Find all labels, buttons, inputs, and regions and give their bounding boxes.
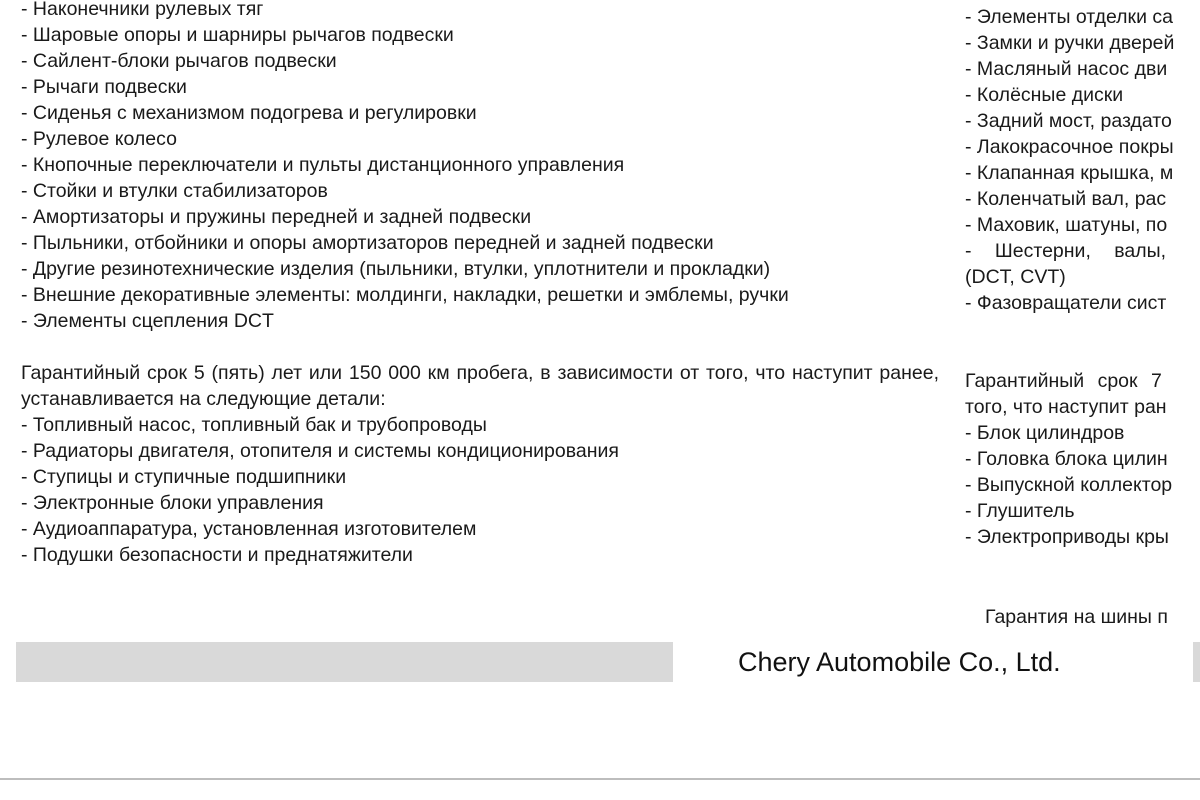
list-item: - Коленчатый вал, рас — [965, 188, 1167, 210]
right-column — [965, 4, 1200, 550]
page-divider — [0, 778, 1200, 780]
list-item: - Выпускной коллектор — [965, 474, 1173, 496]
list-item: - Ступицы и ступичные подшипники — [21, 466, 347, 488]
list-item-rubber: - Другие резинотехнические изделия (пыльники, втулки, уплотнители и прокладки) — [21, 258, 771, 280]
list-item: - Шаровые опоры и шарниры рычагов подвески — [21, 24, 454, 46]
list-item: - Амортизаторы и пружины передней и задней подвески — [21, 206, 532, 228]
list-item: - Сайлент-блоки рычагов подвески — [21, 50, 337, 72]
list-item-gears: - Шестерни, валы, — [965, 240, 1167, 262]
list-item: - Кнопочные переключатели и пульты дистанционного управления — [21, 154, 625, 176]
list-item: - Топливный насос, топливный бак и трубопроводы — [21, 414, 487, 436]
warranty-5-years-paragraph: Гарантийный срок 5 (пять) лет или 150 000 км пробега, в зависимости от того, что наступит ранее, устанавливается на следующие детали: — [21, 362, 939, 410]
list-item: - Элементы отделки са — [965, 6, 1173, 28]
list-item: - Сиденья с механизмом подогрева и регулировки — [21, 102, 477, 124]
list-item: - Головка блока цилин — [965, 448, 1168, 470]
list-item-decor: - Внешние декоративные элементы: молдинги, накладки, решетки и эмблемы, ручки — [21, 284, 789, 306]
paragraph-gap — [965, 316, 1200, 342]
list-item: - Задний мост, раздато — [965, 110, 1172, 132]
warranty-7-years-line1: Гарантийный срок 7 — [965, 370, 1162, 392]
list-item-phase: - Фазовращатели сист — [965, 292, 1167, 314]
paragraph-gap — [21, 334, 939, 360]
list-item: - Рычаги подвески — [21, 76, 187, 98]
list-item: - Радиаторы двигателя, отопителя и системы кондиционирования — [21, 440, 619, 462]
list-item: - Клапанная крышка, м — [965, 162, 1174, 184]
footer-bar-right — [1193, 642, 1200, 682]
paragraph-gap — [965, 342, 1200, 368]
list-item: - Электронные блоки управления — [21, 492, 324, 514]
list-item: - Аудиоаппаратура, установленная изготовителем — [21, 518, 477, 540]
list-item: - Стойки и втулки стабилизаторов — [21, 180, 328, 202]
list-item: - Лакокрасочное покры — [965, 136, 1174, 158]
left-column — [21, 0, 939, 568]
list-item: - Маховик, шатуны, по — [965, 214, 1168, 236]
list-item: - Наконечники рулевых тяг — [21, 0, 264, 20]
warranty-7-years-line2: того, что наступит ран — [965, 396, 1167, 418]
list-item: - Рулевое колесо — [21, 128, 177, 150]
tires-warranty-line: Гарантия на шины п — [985, 606, 1168, 628]
list-item: - Пыльники, отбойники и опоры амортизаторов передней и задней подвески — [21, 232, 714, 254]
list-item: - Масляный насос дви — [965, 58, 1168, 80]
company-name: Chery Automobile Co., Ltd. — [738, 647, 1061, 677]
footer-bar-left — [16, 642, 673, 682]
list-item-dct: - Элементы сцепления DCT — [21, 310, 274, 332]
list-item: - Электроприводы кры — [965, 526, 1169, 548]
list-item: - Подушки безопасности и преднатяжители — [21, 544, 413, 566]
list-item: - Блок цилиндров — [965, 422, 1125, 444]
list-item: - Замки и ручки дверей — [965, 32, 1175, 54]
list-item: - Глушитель — [965, 500, 1075, 522]
list-item-gears-cont: (DCT, CVT) — [965, 266, 1066, 288]
list-item: - Колёсные диски — [965, 84, 1124, 106]
